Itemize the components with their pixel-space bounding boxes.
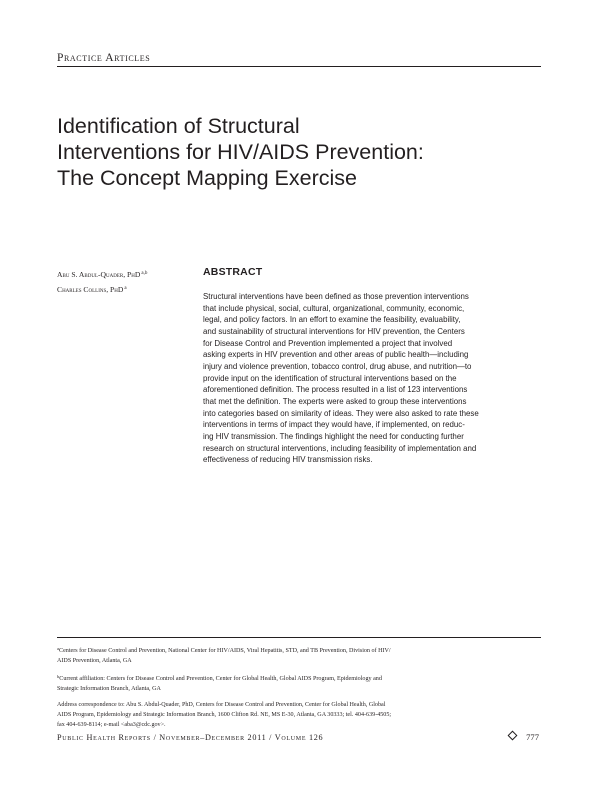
author-affiliation-marker: a,b <box>141 271 148 276</box>
abstract-body <box>203 291 543 466</box>
author-affiliation-marker: a <box>124 286 127 291</box>
footnote-line: AIDS Prevention, Atlanta, GA <box>57 658 132 665</box>
abstract-line: for Disease Control and Prevention implemented a project that involved <box>203 338 453 348</box>
abstract-line: legal, and policy factors. In an effort to examine the feasibility, evaluability, <box>203 315 461 325</box>
abstract-line: research on structural interventions, including feasibility of implementation and <box>203 443 477 453</box>
footnote-line: Address correspondence to: Abu S. Abdul-Quader, PhD, Centers for Disease Control and Prevention, Center for Global Health, Global <box>57 701 386 708</box>
footer-separator: / <box>269 733 273 742</box>
footnote-marker: b <box>57 673 60 679</box>
footer-separator: / <box>153 733 157 742</box>
page-number-block <box>509 732 539 742</box>
footnote-text: Centers for Disease Control and Prevention, National Center for HIV/AIDS, Viral Hepatitis, STD, and TB Prevention, Division of HIV/ <box>59 648 391 654</box>
abstract-line: into categories based on similarity of ideas. They were also asked to rate these <box>203 408 479 418</box>
footnote-line <box>57 644 541 656</box>
author-entry <box>57 282 197 297</box>
abstract-line: and sustainability of structural interventions for HIV prevention, the Centers <box>203 326 465 336</box>
footnotes <box>57 644 541 736</box>
header-rule <box>57 66 541 67</box>
footnote-rule <box>57 637 541 638</box>
footnote-affiliation-a <box>57 644 541 667</box>
abstract-line: that include physical, social, cultural, organizational, community, economic, <box>203 303 465 313</box>
author-name: Abu S. Abdul-Quader, PhD <box>57 270 141 279</box>
abstract-heading: ABSTRACT <box>203 266 263 278</box>
title-line: Interventions for HIV/AIDS Prevention: <box>57 140 424 164</box>
abstract-line: that met the definition. The experts were asked to group these interventions <box>203 396 467 406</box>
page-number: 777 <box>526 732 539 742</box>
running-footer <box>57 733 323 742</box>
diamond-icon <box>508 731 518 741</box>
section-label: Practice Articles <box>57 52 151 64</box>
title-line: Identification of Structural <box>57 114 300 138</box>
abstract-line: effectiveness of reducing HIV transmission risks. <box>203 455 373 465</box>
abstract-line: asking experts in HIV prevention and other areas of public health—including <box>203 350 469 360</box>
abstract-line: ing HIV transmission. The findings highlight the need for conducting further <box>203 431 464 441</box>
author-list <box>57 267 197 297</box>
footnote-affiliation-b <box>57 672 541 695</box>
abstract-line: aforementioned definition. The process resulted in a list of 123 interventions <box>203 385 468 395</box>
footnote-line: Strategic Information Branch, Atlanta, GA <box>57 686 161 693</box>
title-line: The Concept Mapping Exercise <box>57 166 357 190</box>
abstract-line: Structural interventions have been defined as those prevention interventions <box>203 292 469 301</box>
author-name: Charles Collins, PhD <box>57 285 124 294</box>
footnote-marker: a <box>57 646 59 651</box>
abstract-line: injury and violence prevention, tobacco control, drug abuse, and nutrition—to <box>203 361 472 371</box>
volume-number: Volume 126 <box>274 733 324 742</box>
abstract-line: interventions in terms of impact they would have, if implemented, on reduc- <box>203 420 465 430</box>
author-entry <box>57 267 197 282</box>
article-title <box>57 113 537 191</box>
abstract-line: provide input on the identification of structural interventions based on the <box>203 373 457 383</box>
footnote-correspondence <box>57 700 541 731</box>
issue-date: November–December 2011 <box>159 733 267 742</box>
footnote-text: Current affiliation: Centers for Disease Control and Prevention, Center for Global Health, Global AIDS Program, Epidemiology and <box>59 675 382 682</box>
footnote-line: fax 404-639-8114; e-mail <aba3@cdc.gov>. <box>57 722 166 729</box>
journal-name: Public Health Reports <box>57 733 151 742</box>
footnote-line <box>57 672 541 684</box>
footnote-line: AIDS Program, Epidemiology and Strategic Information Branch, 1600 Clifton Rd. NE, MS E-30, Atlanta, GA 30333; tel. 404-639-4505; <box>57 712 392 719</box>
